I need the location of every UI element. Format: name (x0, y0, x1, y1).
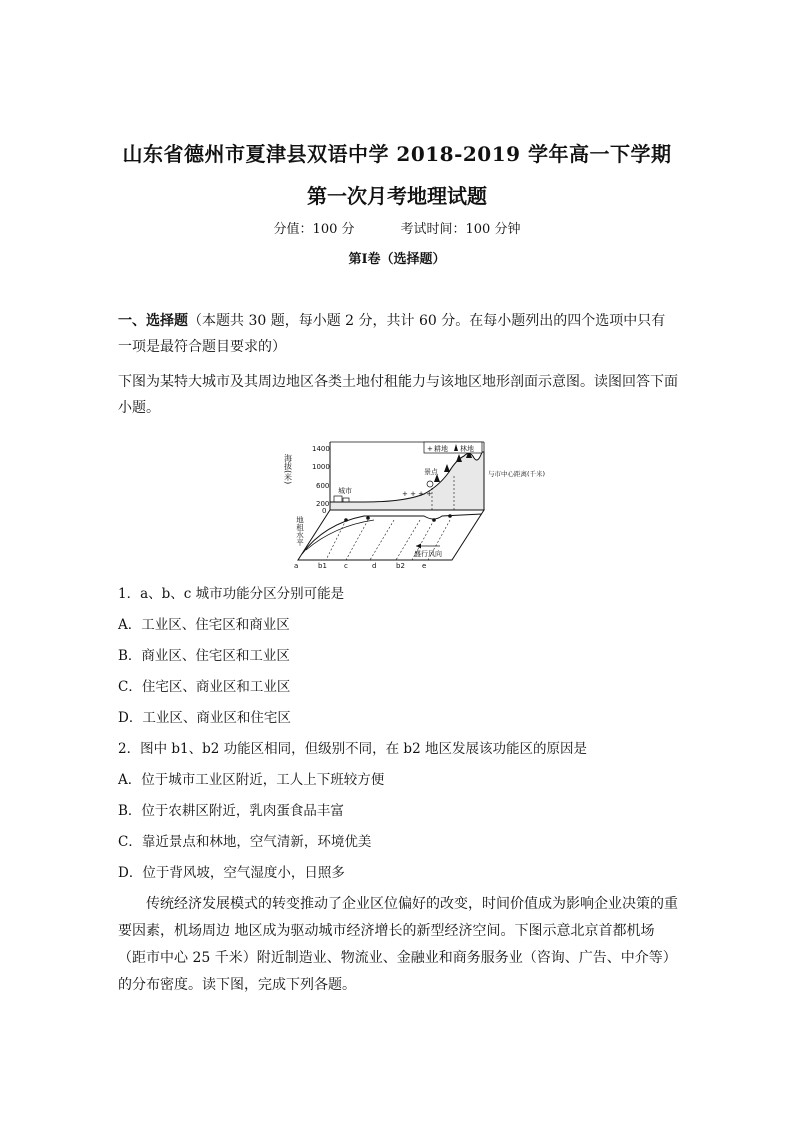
q1-option-d: D．工业区、商业区和住宅区 (118, 710, 291, 726)
exam-subtitle: 第一次月考地理试题 (307, 184, 487, 208)
svg-text:+: + (427, 445, 433, 453)
y-tick-1400: 1400 (312, 445, 330, 453)
x-label-a: a (294, 562, 299, 570)
y-axis-label: 海拔(米) (283, 454, 293, 485)
x-label-e: e (422, 562, 427, 570)
y-tick-600: 600 (316, 482, 330, 490)
q2-option-b: B．位于农耕区附近，乳肉蛋食品丰富 (118, 803, 344, 819)
farm-mark-icon: + + + + (402, 490, 433, 498)
x-label-b2: b2 (396, 562, 405, 570)
label-scenic: 景点 (424, 468, 438, 476)
part-instructions: （本题共 30 题，每小题 2 分，共计 60 分。在每小题列出的四个选项中只有一项是最符合题目要求的） (118, 313, 666, 355)
q2-option-c: C．靠近景点和林地，空气清新，环境优美 (118, 834, 372, 850)
question-stem-intro: 下图为某特大城市及其周边地区各类土地付租能力与该地区地形剖面示意图。读图回答下面小题。 (118, 374, 678, 416)
x-label-b1: b1 (318, 562, 327, 570)
q1-option-a: A．工业区、住宅区和商业区 (118, 617, 290, 633)
score-value: 分值：100 分 (273, 222, 355, 237)
label-rent: 地租水平 (295, 516, 305, 546)
section-heading: 第Ⅰ卷（选择题） (348, 252, 446, 267)
terrain-rent-figure (283, 436, 546, 570)
tree-icon (444, 464, 450, 472)
label-city: 城市 (338, 487, 352, 495)
y-tick-0: 0 (322, 507, 327, 515)
y-tick-1000: 1000 (312, 463, 330, 471)
label-wind: 盛行风向 (414, 550, 442, 558)
q1-option-c: C．住宅区、商业区和工业区 (118, 679, 291, 695)
instructions (118, 308, 678, 360)
legend-farmland: 耕地 (434, 445, 448, 453)
score-time-line (0, 218, 794, 237)
q1-option-b: B．商业区、住宅区和工业区 (118, 648, 290, 664)
question-2-stem: 2．图中 b1、b2 功能区相同，但级别不同，在 b2 地区发展该功能区的原因是 (118, 741, 587, 757)
q2-option-d: D．位于背风坡，空气湿度小，日照多 (118, 865, 345, 881)
passage-text: 传统经济发展模式的转变推动了企业区位偏好的改变，时间价值成为影响企业决策的重要因素，机场周边 地区成为驱动城市经济增长的新型经济空间。下图示意北京首都机场（距市中心 25 千米）附近制造业、物流业、金融业和商务服务业（咨询、广告、中介等）的分布密度。读下图，完成下列各题。 (118, 896, 678, 993)
part-heading: 一、选择题 (118, 313, 188, 329)
exam-time: 考试时间：100 分钟 (400, 222, 521, 237)
exam-title: 山东省德州市夏津县双语中学 2018-2019 学年高一下学期 (122, 142, 672, 166)
legend-forest: 林地 (460, 445, 474, 453)
x-label-d: d (372, 562, 377, 570)
terrain-rent-diagram (283, 436, 546, 570)
question-1-stem: 1．a、b、c 城市功能分区分别可能是 (118, 586, 345, 602)
label-distance: 与市中心距离(千米) (488, 470, 546, 478)
x-label-c: c (344, 562, 348, 570)
y-tick-200: 200 (316, 500, 330, 508)
q2-option-a: A．位于城市工业区附近，工人上下班较方便 (118, 772, 385, 788)
